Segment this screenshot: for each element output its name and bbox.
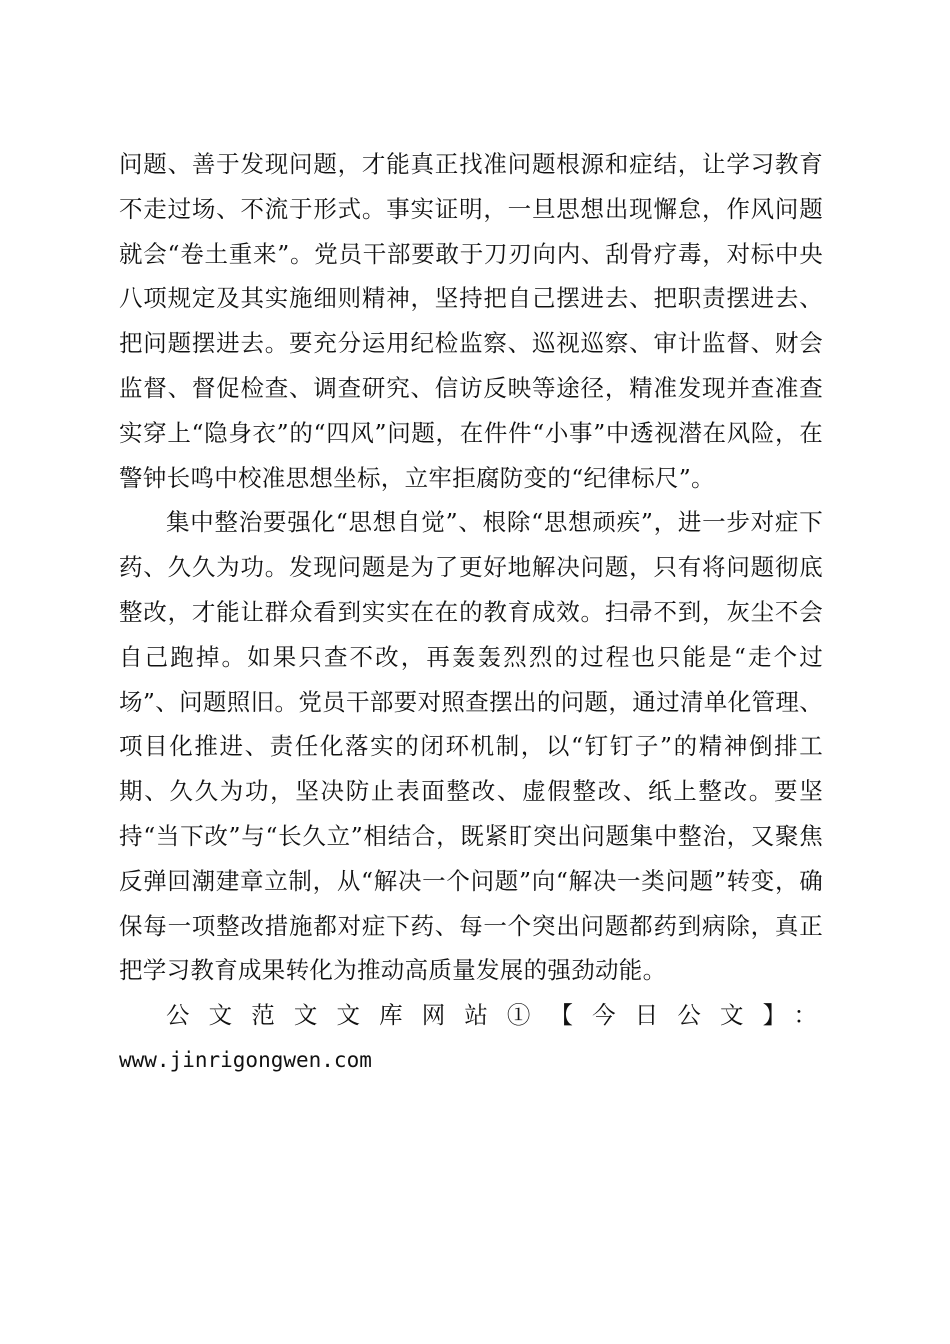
source-site-label: 公文范文文库网站①【今日公文】： [166,1001,823,1030]
document-body [119,142,823,1083]
paragraph-continued: 问题、善于发现问题，才能真正找准问题根源和症结，让学习教育不走过场、不流于形式。事实证明，一旦思想出现懈怠，作风问题就会“卷土重来”。党员干部要敢于刀刃向内、刮骨疗毒，对标中央八项规定及其实施细则精神，坚持把自己摆进去、把职责摆进去、把问题摆进去。要充分运用纪检监察、巡视巡察、审计监督、财会监督、督促检查、调查研究、信访反映等途径，精准发现并查准查实穿上“隐身衣”的“四风”问题，在件件“小事”中透视潜在风险，在警钟长鸣中校准思想坐标，立牢拒腐防变的“纪律标尺”。 [119,150,823,492]
source-site-url: www.jinrigongwen.com [119,1047,372,1072]
paragraph-rectification: 集中整治要强化“思想自觉”、根除“思想顽疾”，进一步对症下药、久久为功。发现问题是为了更好地解决问题，只有将问题彻底整改，才能让群众看到实实在在的教育成效。扫帚不到，灰尘不会自己跑掉。如果只查不改，再轰轰烈烈的过程也只能是“走个过场”、问题照旧。党员干部要对照查摆出的问题，通过清单化管理、项目化推进、责任化落实的闭环机制，以“钉钉子”的精神倒排工期、久久为功，坚决防止表面整改、虚假整改、纸上整改。要坚持“当下改”与“长久立”相结合，既紧盯突出问题集中整治，又聚焦反弹回潮建章立制，从“解决一个问题”向“解决一类问题”转变，确保每一项整改措施都对症下药、每一个突出问题都药到病除，真正把学习教育成果转化为推动高质量发展的强劲动能。 [119,508,823,985]
